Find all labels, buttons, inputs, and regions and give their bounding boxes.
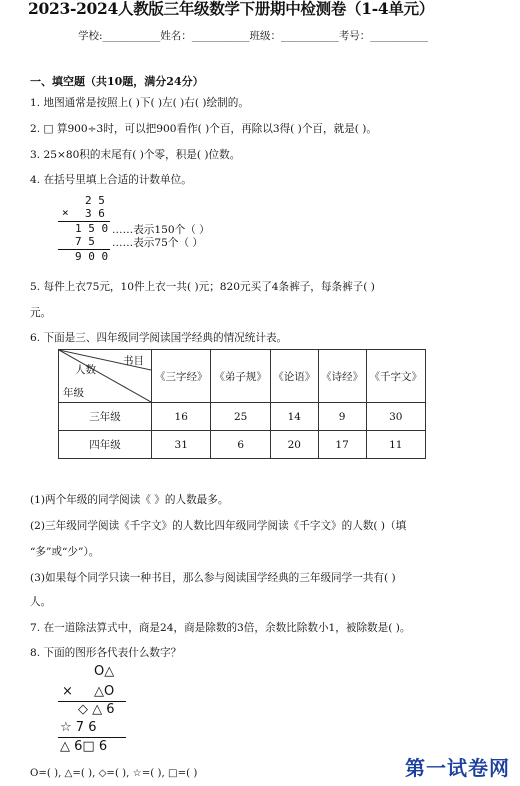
question-4: 4. 在括号里填上合适的计数单位。 bbox=[30, 174, 192, 186]
q8-answer-line: O=( ), △=( ), ◇=( ), ☆=( ), □=( ) bbox=[30, 768, 198, 779]
q8-row2: △O bbox=[94, 684, 115, 699]
question-6-3: (3)如果每个同学只读一种书目，那么参与阅读国学经典的三年级同学一共有( ) bbox=[30, 572, 396, 584]
question-3: 3. 25×80积的末尾有( )个零，积是( )位数。 bbox=[30, 149, 241, 161]
table-row bbox=[59, 431, 426, 459]
header-book: 《诗经》 bbox=[318, 350, 366, 403]
question-6-2-cont: “多”或“少”）。 bbox=[30, 546, 100, 558]
corner-label-count: 人数 bbox=[75, 364, 96, 376]
q4-note-150: ……表示150个（ ） bbox=[112, 224, 210, 236]
corner-label-grade: 年级 bbox=[63, 387, 84, 399]
question-8: 8. 下面的图形各代表什么数字？ bbox=[30, 647, 182, 659]
reading-stats-table bbox=[58, 349, 426, 459]
table-cell: 6 bbox=[211, 431, 270, 459]
table-row bbox=[59, 403, 426, 431]
q4-row3: 1 5 0 bbox=[75, 222, 109, 235]
table-cell: 30 bbox=[366, 403, 426, 431]
question-2: 2. □ 算900÷3时，可以把900看作( )个百，再除以3得( )个百，就是( )。 bbox=[30, 123, 378, 135]
q4-note-75: ……表示75个（ ） bbox=[112, 237, 204, 249]
q4-row5: 9 0 0 bbox=[75, 250, 109, 263]
row-grade: 三年级 bbox=[59, 403, 152, 431]
q8-operator: × bbox=[62, 684, 73, 699]
header-book: 《三字经》 bbox=[152, 350, 211, 403]
question-1: 1. 地图通常是按照上( )下( )左( )右( )绘制的。 bbox=[30, 97, 249, 109]
table-cell: 9 bbox=[318, 403, 366, 431]
header-book: 《千字文》 bbox=[366, 350, 426, 403]
table-cell: 25 bbox=[211, 403, 270, 431]
question-6: 6. 下面是三、四年级同学阅读国学经典的情况统计表。 bbox=[30, 332, 288, 344]
table-cell: 31 bbox=[152, 431, 211, 459]
table-cell: 14 bbox=[270, 403, 318, 431]
table-cell: 11 bbox=[366, 431, 426, 459]
question-6-1: (1)两个年级的同学阅读《 》的人数最多。 bbox=[30, 494, 229, 506]
header-book: 《论语》 bbox=[270, 350, 318, 403]
student-info-line: 学校:___________姓名：___________班级：___________考号：___________ bbox=[78, 30, 429, 42]
table-cell: 17 bbox=[318, 431, 366, 459]
q8-row5: △ 6□ 6 bbox=[60, 739, 108, 754]
table-corner-header bbox=[59, 350, 152, 403]
question-5-cont: 元。 bbox=[30, 307, 52, 319]
question-6-2: (2)三年级同学阅读《千字文》的人数比四年级同学阅读《千字文》的人数( )（填 bbox=[30, 520, 407, 532]
site-watermark-logo: 第一试卷网 bbox=[405, 756, 510, 780]
header-book: 《弟子规》 bbox=[211, 350, 270, 403]
q8-row1: O△ bbox=[94, 664, 115, 679]
q4-row1: 2 5 bbox=[85, 194, 105, 207]
question-6-3-cont: 人。 bbox=[30, 596, 52, 608]
question-5: 5. 每件上衣75元，10件上衣一共( )元；820元买了4条裤子，每条裤子( ) bbox=[30, 281, 375, 293]
q8-rule-2 bbox=[58, 737, 126, 738]
q4-row4: 7 5 bbox=[75, 235, 95, 248]
table-cell: 16 bbox=[152, 403, 211, 431]
row-grade: 四年级 bbox=[59, 431, 152, 459]
q4-operator: × bbox=[62, 206, 69, 219]
exam-title: 2023-2024人教版三年级数学下册期中检测卷（1-4单元） bbox=[28, 0, 434, 18]
question-7: 7. 在一道除法算式中，商是24，商是除数的3倍，余数比除数小1，被除数是( )。 bbox=[30, 622, 411, 634]
section-heading: 一、填空题（共10题，满分24分） bbox=[30, 75, 204, 88]
table-cell: 20 bbox=[270, 431, 318, 459]
corner-label-books: 书目 bbox=[123, 355, 144, 367]
q8-row3: ◇ △ 6 bbox=[78, 702, 115, 717]
q8-row4: ☆ 7 6 bbox=[60, 720, 97, 735]
q4-row2: 3 6 bbox=[85, 207, 105, 220]
